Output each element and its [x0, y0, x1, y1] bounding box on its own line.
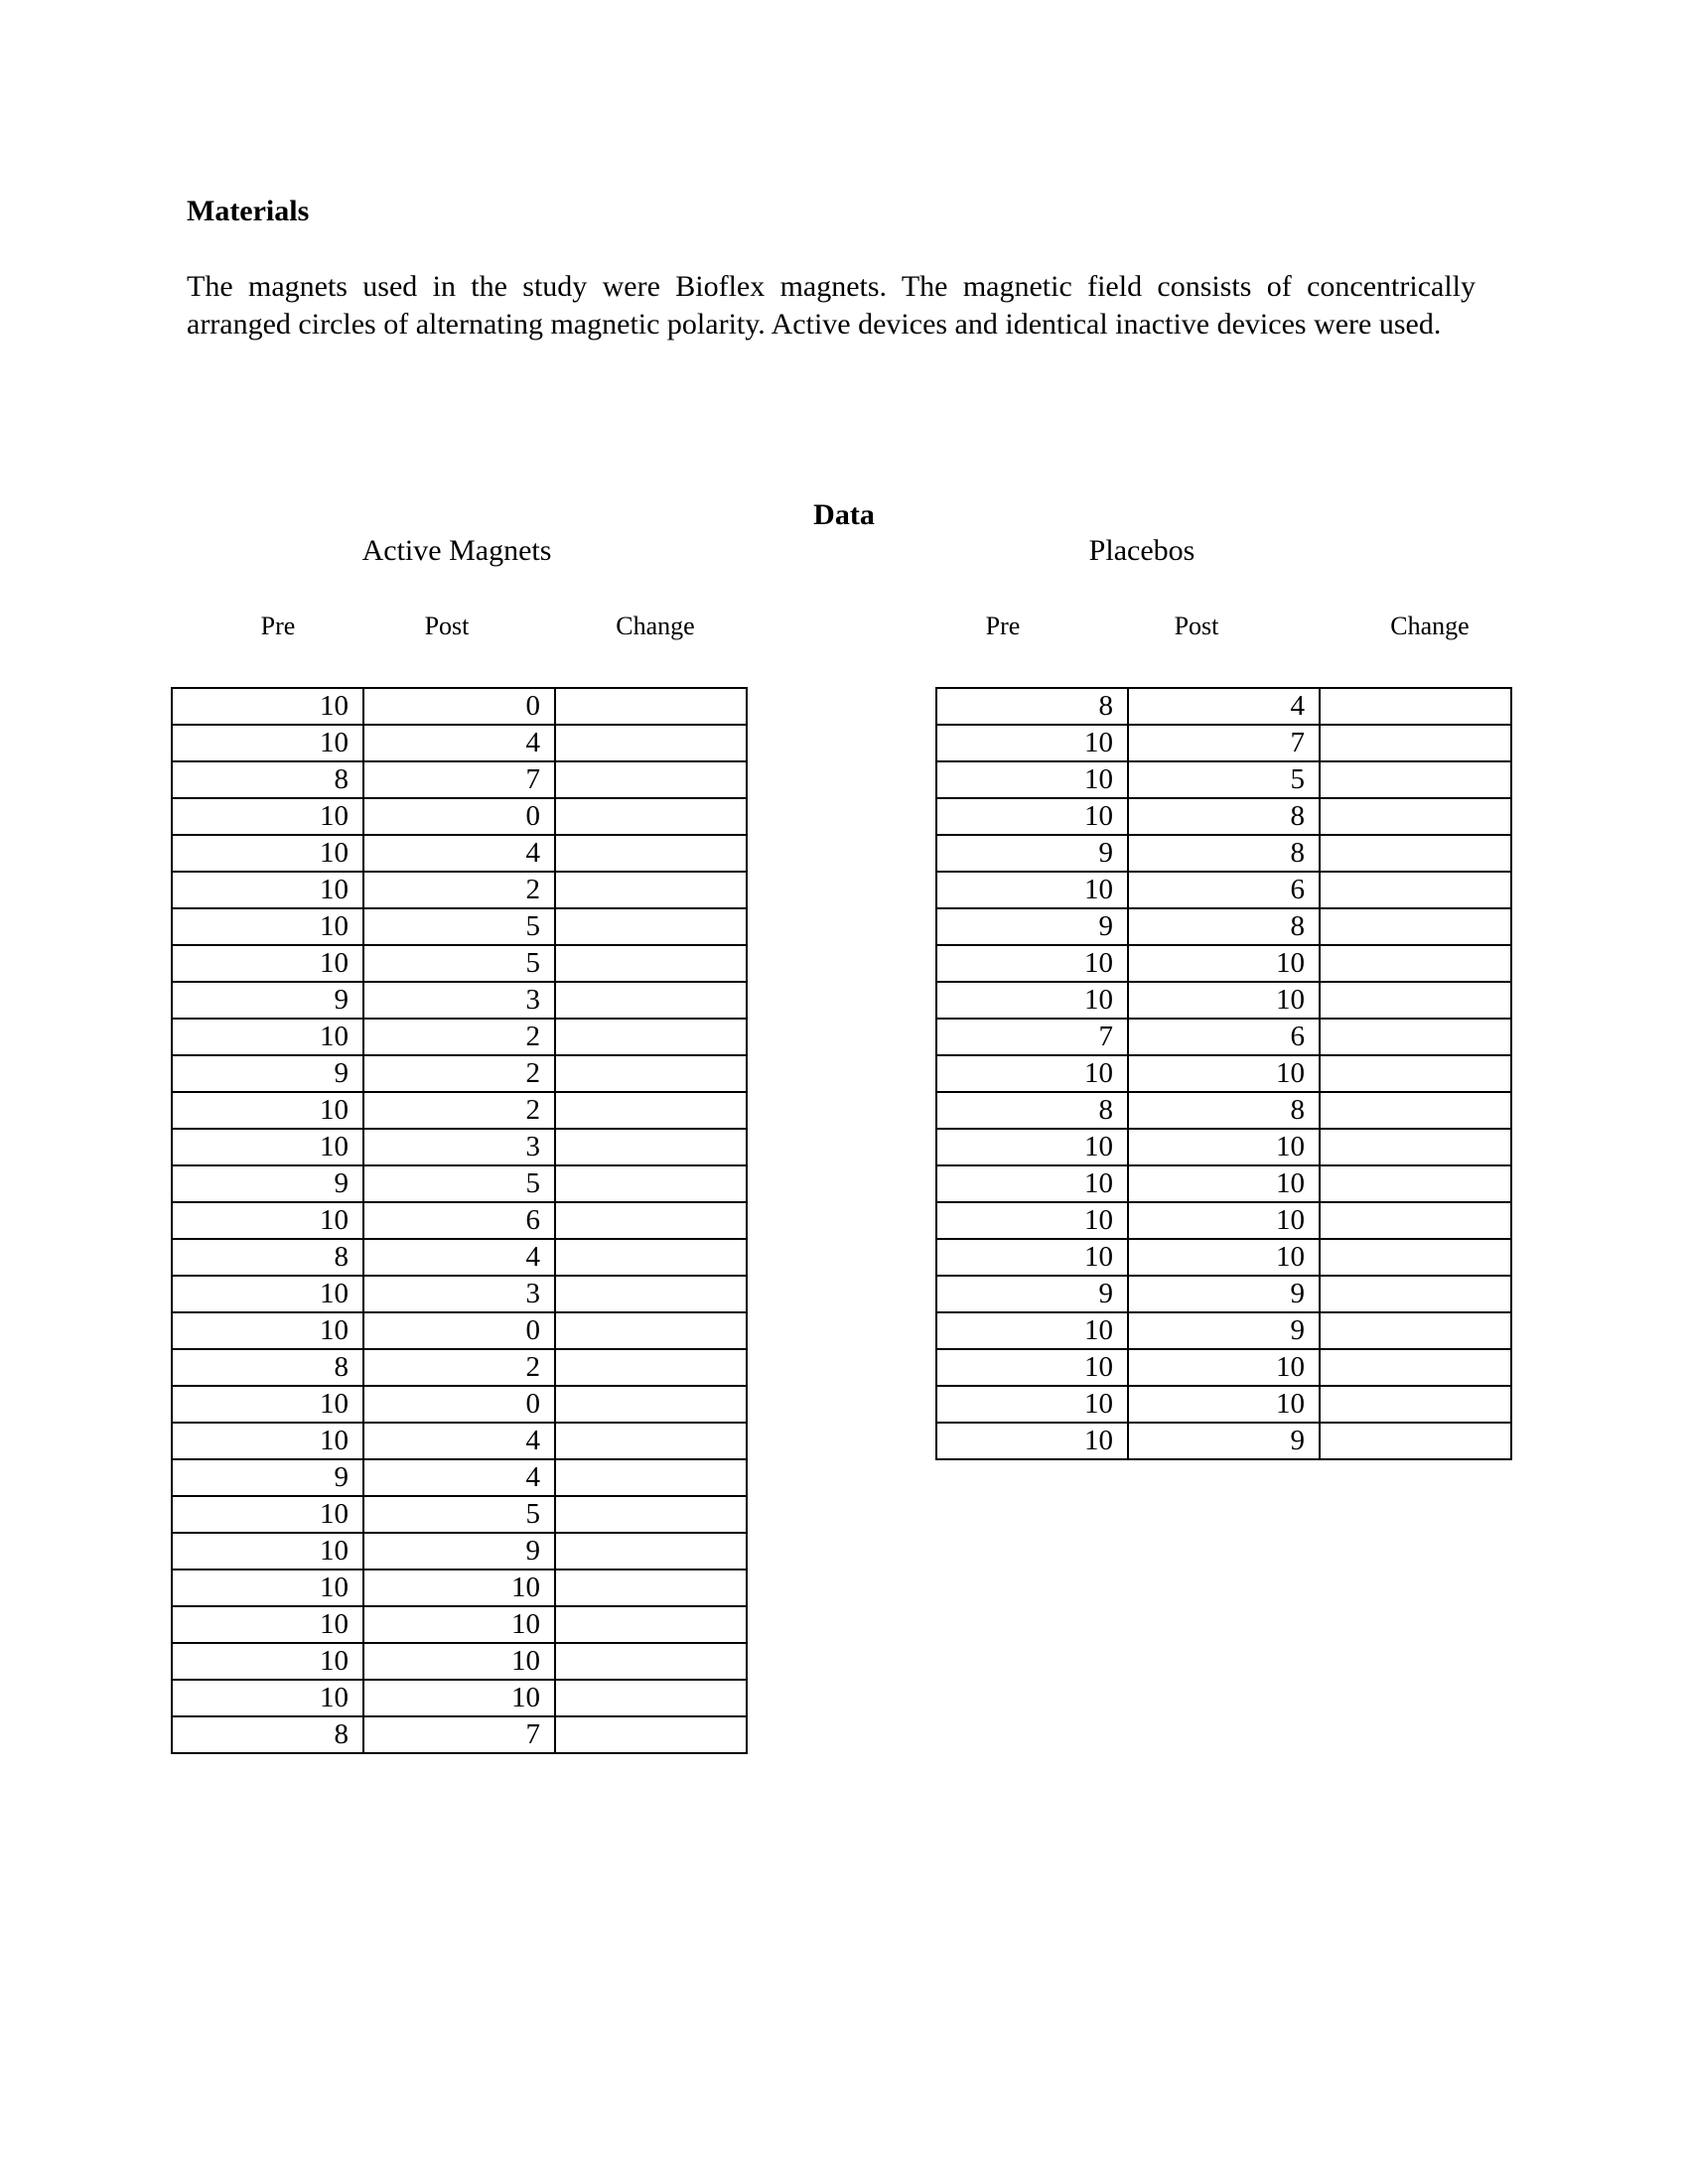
placebo-post-cell: 6: [1128, 1019, 1320, 1055]
active-row: [172, 1092, 747, 1129]
placebo-row: [936, 1019, 1511, 1055]
placebo-change-cell: [1320, 798, 1511, 835]
placebo-row: [936, 1239, 1511, 1276]
placebo-pre-cell: 9: [936, 908, 1128, 945]
active-change-cell: [555, 835, 747, 872]
active-row: [172, 688, 747, 725]
active-change-cell: [555, 688, 747, 725]
active-row: [172, 1276, 747, 1312]
placebo-row: [936, 945, 1511, 982]
active-pre-cell: 10: [172, 945, 363, 982]
active-post-cell: 4: [363, 1459, 555, 1496]
placebo-pre-cell: 10: [936, 1349, 1128, 1386]
active-post-cell: 0: [363, 798, 555, 835]
placebo-post-cell: 10: [1128, 945, 1320, 982]
active-post-cell: 3: [363, 982, 555, 1019]
placebo-post-cell: 10: [1128, 1055, 1320, 1092]
active-pre-cell: 10: [172, 1423, 363, 1459]
active-pre-cell: 8: [172, 761, 363, 798]
active-row: [172, 1570, 747, 1606]
active-row: [172, 1606, 747, 1643]
active-change-cell: [555, 1606, 747, 1643]
active-change-cell: [555, 1239, 747, 1276]
placebos-title: Placebos: [1088, 534, 1196, 567]
placebo-pre-cell: 10: [936, 982, 1128, 1019]
active-row: [172, 1202, 747, 1239]
placebo-pre-cell: 9: [936, 835, 1128, 872]
active-pre-cell: 10: [172, 1606, 363, 1643]
active-pre-cell: 10: [172, 1129, 363, 1165]
active-post-cell: 10: [363, 1570, 555, 1606]
placebo-pre-cell: 10: [936, 798, 1128, 835]
placebo-change-cell: [1320, 725, 1511, 761]
placebo-post-cell: 10: [1128, 982, 1320, 1019]
placebo-post-cell: 10: [1128, 1129, 1320, 1165]
active-pre-cell: 10: [172, 1496, 363, 1533]
active-post-cell: 5: [363, 1165, 555, 1202]
placebo-row: [936, 1386, 1511, 1423]
placebo-row: [936, 1165, 1511, 1202]
active-change-cell: [555, 1349, 747, 1386]
active-pre-cell: 10: [172, 1276, 363, 1312]
active-change-cell: [555, 1129, 747, 1165]
placebo-pre-cell: 10: [936, 1239, 1128, 1276]
active-pre-cell: 10: [172, 1312, 363, 1349]
placebo-post-cell: 10: [1128, 1386, 1320, 1423]
active-magnets-table: [171, 687, 748, 1754]
placebo-row: [936, 1349, 1511, 1386]
placebo-pre-cell: 10: [936, 1202, 1128, 1239]
active-post-cell: 6: [363, 1202, 555, 1239]
active-row: [172, 725, 747, 761]
active-post-cell: 7: [363, 1716, 555, 1753]
active-change-cell: [555, 982, 747, 1019]
placebo-row: [936, 688, 1511, 725]
active-post-cell: 2: [363, 872, 555, 908]
placebo-post-cell: 10: [1128, 1349, 1320, 1386]
placebo-pre-cell: 7: [936, 1019, 1128, 1055]
placebo-post-cell: 8: [1128, 835, 1320, 872]
active-pre-cell: 9: [172, 1165, 363, 1202]
placebo-change-cell: [1320, 1092, 1511, 1129]
placebo-change-cell: [1320, 1423, 1511, 1459]
active-row: [172, 1423, 747, 1459]
placebo-row: [936, 982, 1511, 1019]
active-pre-cell: 9: [172, 982, 363, 1019]
placebo-post-cell: 4: [1128, 688, 1320, 725]
active-row: [172, 908, 747, 945]
active-pre-cell: 10: [172, 725, 363, 761]
active-post-cell: 0: [363, 688, 555, 725]
active-pre-cell: 10: [172, 872, 363, 908]
active-post-cell: 2: [363, 1092, 555, 1129]
active-change-cell: [555, 1716, 747, 1753]
placebo-row: [936, 1276, 1511, 1312]
active-row: [172, 1019, 747, 1055]
active-pre-cell: 8: [172, 1349, 363, 1386]
placebo-pre-cell: 10: [936, 1055, 1128, 1092]
active-post-cell: 5: [363, 1496, 555, 1533]
placebo-pre-cell: 10: [936, 1386, 1128, 1423]
active-row: [172, 835, 747, 872]
active-post-cell: 5: [363, 945, 555, 982]
active-pre-cell: 10: [172, 688, 363, 725]
active-change-cell: [555, 1202, 747, 1239]
active-row: [172, 1386, 747, 1423]
active-pre-header: Pre: [260, 612, 296, 640]
active-row: [172, 945, 747, 982]
placebo-change-cell: [1320, 835, 1511, 872]
placebo-post-cell: 9: [1128, 1312, 1320, 1349]
placebo-pre-cell: 10: [936, 872, 1128, 908]
active-pre-cell: 10: [172, 1019, 363, 1055]
placebo-change-cell: [1320, 945, 1511, 982]
active-pre-cell: 10: [172, 835, 363, 872]
placebo-change-cell: [1320, 908, 1511, 945]
active-change-cell: [555, 1092, 747, 1129]
active-pre-cell: 10: [172, 1386, 363, 1423]
active-pre-cell: 10: [172, 1533, 363, 1570]
placebo-row: [936, 761, 1511, 798]
active-change-cell: [555, 1533, 747, 1570]
active-post-cell: 4: [363, 725, 555, 761]
placebo-change-cell: [1320, 761, 1511, 798]
active-change-cell: [555, 1423, 747, 1459]
active-row: [172, 1496, 747, 1533]
active-change-cell: [555, 1459, 747, 1496]
placebo-change-cell: [1320, 1276, 1511, 1312]
active-change-cell: [555, 761, 747, 798]
active-change-cell: [555, 725, 747, 761]
active-row: [172, 982, 747, 1019]
active-pre-cell: 10: [172, 1680, 363, 1716]
placebo-post-cell: 10: [1128, 1165, 1320, 1202]
active-pre-cell: 9: [172, 1459, 363, 1496]
placebo-row: [936, 1092, 1511, 1129]
placebo-post-cell: 8: [1128, 1092, 1320, 1129]
materials-heading: Materials: [187, 195, 310, 227]
placebo-pre-header: Pre: [985, 612, 1021, 640]
active-change-cell: [555, 1312, 747, 1349]
placebo-post-cell: 7: [1128, 725, 1320, 761]
active-row: [172, 761, 747, 798]
active-post-cell: 2: [363, 1349, 555, 1386]
placebo-pre-cell: 10: [936, 1423, 1128, 1459]
placebo-change-cell: [1320, 1386, 1511, 1423]
active-row: [172, 1129, 747, 1165]
placebo-row: [936, 798, 1511, 835]
placebo-pre-cell: 10: [936, 761, 1128, 798]
placebo-pre-cell: 8: [936, 688, 1128, 725]
active-post-cell: 10: [363, 1606, 555, 1643]
active-post-cell: 7: [363, 761, 555, 798]
active-row: [172, 1055, 747, 1092]
placebo-row: [936, 1423, 1511, 1459]
active-post-cell: 9: [363, 1533, 555, 1570]
active-post-cell: 5: [363, 908, 555, 945]
active-change-cell: [555, 1019, 747, 1055]
placebo-change-cell: [1320, 982, 1511, 1019]
active-row: [172, 1533, 747, 1570]
placebo-pre-cell: 10: [936, 1312, 1128, 1349]
active-post-cell: 4: [363, 1423, 555, 1459]
active-row: [172, 798, 747, 835]
active-pre-cell: 10: [172, 908, 363, 945]
active-change-cell: [555, 798, 747, 835]
active-row: [172, 1349, 747, 1386]
active-post-cell: 0: [363, 1386, 555, 1423]
placebo-pre-cell: 10: [936, 725, 1128, 761]
active-post-cell: 3: [363, 1129, 555, 1165]
placebo-post-cell: 9: [1128, 1276, 1320, 1312]
active-change-cell: [555, 1496, 747, 1533]
placebo-change-header: Change: [1390, 612, 1470, 640]
active-post-cell: 10: [363, 1643, 555, 1680]
placebo-row: [936, 872, 1511, 908]
placebo-post-cell: 6: [1128, 872, 1320, 908]
placebo-change-cell: [1320, 872, 1511, 908]
active-post-cell: 4: [363, 1239, 555, 1276]
active-post-cell: 3: [363, 1276, 555, 1312]
placebo-pre-cell: 10: [936, 945, 1128, 982]
active-post-cell: 10: [363, 1680, 555, 1716]
placebo-change-cell: [1320, 688, 1511, 725]
placebo-row: [936, 1202, 1511, 1239]
active-pre-cell: 10: [172, 798, 363, 835]
placebo-post-cell: 10: [1128, 1202, 1320, 1239]
placebo-change-cell: [1320, 1129, 1511, 1165]
active-row: [172, 1239, 747, 1276]
placebo-row: [936, 1312, 1511, 1349]
placebo-change-cell: [1320, 1055, 1511, 1092]
placebo-pre-cell: 9: [936, 1276, 1128, 1312]
active-row: [172, 1716, 747, 1753]
placebo-row: [936, 1129, 1511, 1165]
active-change-header: Change: [616, 612, 695, 640]
placebo-change-cell: [1320, 1349, 1511, 1386]
placebo-post-header: Post: [1174, 612, 1219, 640]
placebo-post-cell: 10: [1128, 1239, 1320, 1276]
active-change-cell: [555, 1386, 747, 1423]
materials-paragraph: The magnets used in the study were Bioflex magnets. The magnetic field consists of concentrically arranged circles of alternating magnetic polarity. Active devices and identical inactive devices were used.: [187, 270, 1476, 341]
active-row: [172, 1680, 747, 1716]
active-pre-cell: 10: [172, 1092, 363, 1129]
placebo-post-cell: 9: [1128, 1423, 1320, 1459]
active-change-cell: [555, 1055, 747, 1092]
active-pre-cell: 9: [172, 1055, 363, 1092]
active-change-cell: [555, 908, 747, 945]
data-title: Data: [813, 498, 875, 531]
active-post-header: Post: [424, 612, 470, 640]
active-post-cell: 4: [363, 835, 555, 872]
placebo-change-cell: [1320, 1312, 1511, 1349]
placebo-change-cell: [1320, 1019, 1511, 1055]
active-pre-cell: 10: [172, 1643, 363, 1680]
active-pre-cell: 10: [172, 1570, 363, 1606]
active-pre-cell: 8: [172, 1239, 363, 1276]
placebo-change-cell: [1320, 1202, 1511, 1239]
active-row: [172, 1459, 747, 1496]
active-row: [172, 1643, 747, 1680]
active-change-cell: [555, 1276, 747, 1312]
placebo-post-cell: 8: [1128, 908, 1320, 945]
active-magnets-title: Active Magnets: [361, 534, 552, 567]
placebo-pre-cell: 10: [936, 1165, 1128, 1202]
active-change-cell: [555, 1165, 747, 1202]
active-change-cell: [555, 872, 747, 908]
placebo-change-cell: [1320, 1239, 1511, 1276]
active-change-cell: [555, 1570, 747, 1606]
active-row: [172, 872, 747, 908]
placebo-post-cell: 8: [1128, 798, 1320, 835]
placebo-row: [936, 835, 1511, 872]
active-post-cell: 2: [363, 1055, 555, 1092]
active-change-cell: [555, 1643, 747, 1680]
active-pre-cell: 10: [172, 1202, 363, 1239]
active-row: [172, 1312, 747, 1349]
placebo-row: [936, 908, 1511, 945]
active-change-cell: [555, 945, 747, 982]
active-post-cell: 2: [363, 1019, 555, 1055]
placebos-table: [935, 687, 1512, 1460]
placebo-row: [936, 725, 1511, 761]
active-change-cell: [555, 1680, 747, 1716]
active-post-cell: 0: [363, 1312, 555, 1349]
placebo-change-cell: [1320, 1165, 1511, 1202]
placebo-post-cell: 5: [1128, 761, 1320, 798]
placebo-pre-cell: 8: [936, 1092, 1128, 1129]
active-pre-cell: 8: [172, 1716, 363, 1753]
placebo-pre-cell: 10: [936, 1129, 1128, 1165]
placebo-row: [936, 1055, 1511, 1092]
active-row: [172, 1165, 747, 1202]
